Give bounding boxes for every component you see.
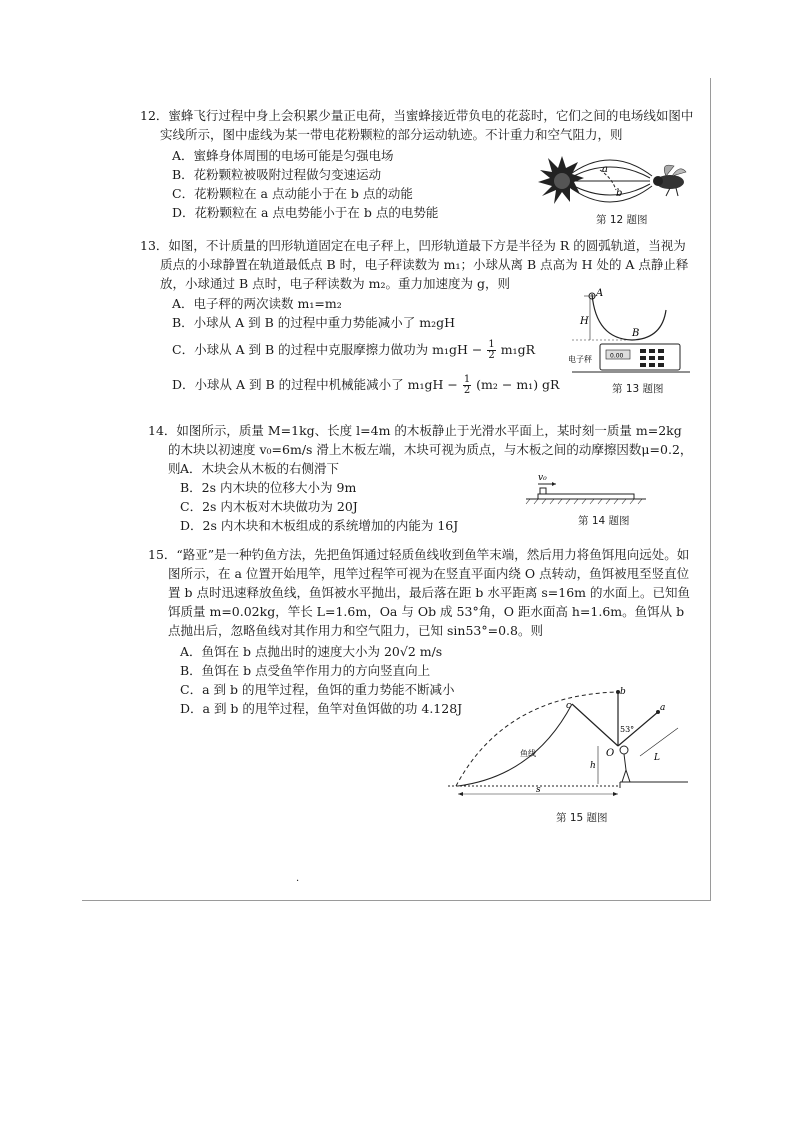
q15-label-b: b bbox=[620, 687, 626, 697]
question-15 bbox=[148, 545, 696, 640]
q12-caption: 第 12 题图 bbox=[596, 214, 648, 226]
q15-label-l: L bbox=[654, 753, 660, 763]
q13-display: 0.00 bbox=[610, 352, 624, 360]
q12-option-a: A．蜜蜂身体周围的电场可能是匀强电场 bbox=[172, 148, 394, 163]
q13-option-c-pre: C．小球从 A 到 B 的过程中克服摩擦力做功为 m₁gH − bbox=[172, 342, 483, 357]
q12-label-b: b bbox=[616, 188, 623, 199]
q14-figure bbox=[522, 468, 652, 510]
question-15-stem: 15．“路亚”是一种钓鱼方法，先把鱼饵通过轻质鱼线收到鱼竿末端，然后用力将鱼饵甩向远处。如图所示，在 a 位置开始甩竿，甩竿过程竿可视为在竖直平面内绕 O 点转动，鱼饵被甩至竖直位置 b 点时迅速释放鱼线，鱼饵被水平抛出，最后落在距 b 水平距离 s=16m 的水面上。已知鱼饵质量 m=0.02kg，竿长 L=1.6m，Oa 与 Ob 成 53°角，O 距水面高 h=1.6m。鱼饵从 b 点抛出后，忽略鱼线对其作用力和空气阻力，已知 sin53°=0.8。则 bbox=[148, 547, 690, 638]
q12-option-c: C．花粉颗粒在 a 点动能小于在 b 点的动能 bbox=[172, 186, 413, 201]
q12-option-d: D．花粉颗粒在 a 点电势能小于在 b 点的电势能 bbox=[172, 205, 439, 220]
q13-label-b: B bbox=[632, 328, 640, 339]
q14-option-b: B．2s 内木块的位移大小为 9m bbox=[180, 480, 357, 495]
question-12 bbox=[140, 106, 695, 144]
q13-option-c-fraction: $\frac{1}{2}$ bbox=[488, 339, 495, 361]
q13-option-b: B．小球从 A 到 B 的过程中重力势能减小了 m₂gH bbox=[172, 315, 456, 330]
q14-option-a: A．木块会从木板的右侧滑下 bbox=[180, 461, 340, 476]
q15-label-h: h bbox=[590, 761, 596, 771]
q13-option-d-post: (m₂ − m₁) gR bbox=[476, 377, 560, 392]
q13-caption: 第 13 题图 bbox=[612, 383, 664, 395]
q13-option-d bbox=[140, 375, 570, 396]
question-13-options bbox=[140, 294, 570, 396]
q15-figure bbox=[444, 684, 694, 804]
flower-shape bbox=[538, 156, 584, 204]
bee-shape bbox=[653, 165, 686, 196]
q15-option-a: A．鱼饵在 b 点抛出时的速度大小为 20√2 m/s bbox=[180, 644, 443, 659]
q14-option-c: C．2s 内木板对木块做功为 20J bbox=[180, 499, 358, 514]
footer-mark: · bbox=[296, 876, 300, 887]
question-12-stem: 12．蜜蜂飞行过程中身上会积累少量正电荷，当蜜蜂接近带负电的花蕊时，它们之间的电场线如图中实线所示，图中虚线为某一带电花粉颗粒的部分运动轨迹。不计重力和空气阻力，则 bbox=[140, 108, 694, 142]
q13-scale-label: 电子秤 bbox=[568, 355, 592, 364]
q13-option-d-pre: D．小球从 A 到 B 的过程中机械能减小了 m₁gH − bbox=[172, 377, 458, 392]
q15-label-line: 鱼线 bbox=[520, 749, 536, 758]
q13-figure bbox=[566, 284, 692, 380]
q13-label-a: A bbox=[596, 288, 604, 299]
q13-label-h: H bbox=[580, 316, 589, 327]
question-14-options bbox=[148, 459, 528, 535]
q15-caption: 第 15 题图 bbox=[556, 812, 608, 824]
q13-option-c bbox=[140, 340, 570, 361]
q12-figure bbox=[530, 150, 690, 215]
question-13-stem: 13．如图，不计质量的凹形轨道固定在电子秤上，凹形轨道最下方是半径为 R 的圆弧轨道，当视为质点的小球静置在轨道最低点 B 时，电子秤读数为 m₁；小球从离 B 点高为 H 处的 A 点静止释放，小球通过 B 点时，电子秤读数为 m₂。重力加速度为 g，则 bbox=[140, 238, 689, 291]
q13-option-a: A．电子秤的两次读数 m₁=m₂ bbox=[172, 296, 342, 311]
question-14-stem: 14．如图所示，质量 M=1kg、长度 l=4m 的木板静止于光滑水平面上，某时刻一质量 m=2kg 的木块以初速度 v₀=6m/s 滑上木板左端，木块可视为质点，与木板之间的动摩擦因数μ=0.2，则 bbox=[148, 423, 693, 476]
q13-option-d-fraction: $\frac{1}{2}$ bbox=[463, 374, 471, 396]
angler-shape bbox=[620, 746, 630, 782]
q14-option-d: D．2s 内木块和木板组成的系统增加的内能为 16J bbox=[180, 518, 459, 533]
q13-option-c-post: m₁gR bbox=[500, 342, 535, 357]
q15-label-angle: 53° bbox=[620, 725, 635, 734]
q12-option-b: B．花粉颗粒被吸附过程做匀变速运动 bbox=[172, 167, 382, 182]
q15-option-b: B．鱼饵在 b 点受鱼竿作用力的方向竖直向上 bbox=[180, 663, 431, 678]
q15-option-c: C．a 到 b 的甩竿过程，鱼饵的重力势能不断减小 bbox=[180, 682, 455, 697]
q12-label-a: a bbox=[602, 164, 608, 175]
q14-caption: 第 14 题图 bbox=[578, 515, 630, 527]
question-12-options bbox=[140, 146, 540, 222]
q15-label-a: a bbox=[660, 703, 666, 713]
q15-option-d: D．a 到 b 的甩竿过程，鱼竿对鱼饵做的功 4.128J bbox=[180, 701, 463, 716]
q15-label-s: s bbox=[536, 785, 541, 795]
q15-label-c: c bbox=[566, 701, 572, 711]
q14-label-v0: v₀ bbox=[538, 473, 547, 483]
question-15-options bbox=[148, 642, 468, 718]
q15-label-o: O bbox=[606, 748, 615, 759]
